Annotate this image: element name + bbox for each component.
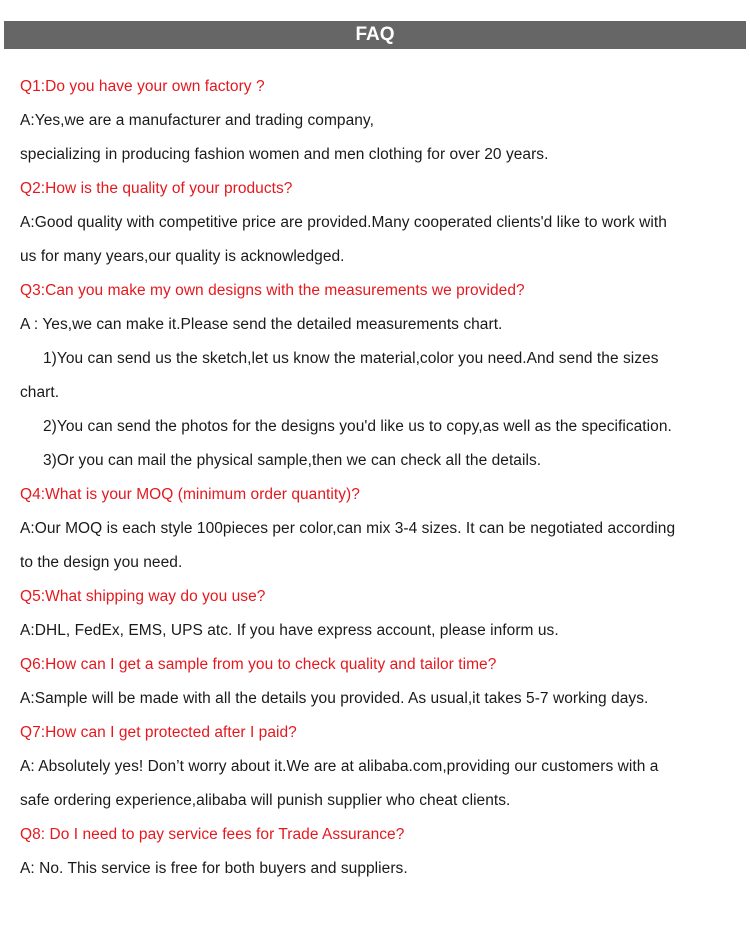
faq-answer-1-line-2: specializing in producing fashion women and men clothing for over 20 years. [20,146,549,163]
faq-question-1: Q1:Do you have your own factory ? [20,78,265,95]
faq-question-4: Q4:What is your MOQ (minimum order quantity)? [20,486,360,503]
faq-answer-4-line-1: A:Our MOQ is each style 100pieces per color,can mix 3-4 sizes. It can be negotiated according [20,520,676,537]
faq-answer-5-line-1: A:DHL, FedEx, EMS, UPS atc. If you have express account, please inform us. [20,622,559,639]
faq-question-8: Q8: Do I need to pay service fees for Trade Assurance? [20,826,405,843]
faq-title: FAQ [355,24,395,45]
faq-answer-6-line-1: A:Sample will be made with all the details you provided. As usual,it takes 5-7 working days. [20,690,649,707]
faq-answer-4-line-2: to the design you need. [20,554,183,571]
faq-answer-7-line-1: A: Absolutely yes! Don’t worry about it.We are at alibaba.com,providing our customers with a [20,758,659,775]
faq-question-5: Q5:What shipping way do you use? [20,588,266,605]
faq-answer-3-option-2: 2)You can send the photos for the designs you'd like us to copy,as well as the specification. [43,418,672,435]
faq-header-bar [4,21,746,49]
faq-question-3: Q3:Can you make my own designs with the measurements we provided? [20,282,525,299]
faq-answer-3-option-3: 3)Or you can mail the physical sample,then we can check all the details. [43,452,542,469]
faq-question-2: Q2:How is the quality of your products? [20,180,293,197]
faq-answer-1-line-1: A:Yes,we are a manufacturer and trading company, [20,112,374,129]
faq-answer-2-line-1: A:Good quality with competitive price are provided.Many cooperated clients'd like to work with [20,214,667,231]
faq-question-6: Q6:How can I get a sample from you to check quality and tailor time? [20,656,497,673]
faq-answer-3-line-1: A : Yes,we can make it.Please send the detailed measurements chart. [20,316,503,333]
faq-answer-7-line-2: safe ordering experience,alibaba will punish supplier who cheat clients. [20,792,511,809]
faq-answer-8-line-1: A: No. This service is free for both buyers and suppliers. [20,860,408,877]
faq-answer-2-line-2: us for many years,our quality is acknowledged. [20,248,345,265]
faq-list [20,70,740,886]
faq-question-7: Q7:How can I get protected after I paid? [20,724,297,741]
faq-answer-3-option-1-cont: chart. [20,384,60,401]
faq-answer-3-option-1: 1)You can send us the sketch,let us know the material,color you need.And send the sizes [43,350,659,367]
